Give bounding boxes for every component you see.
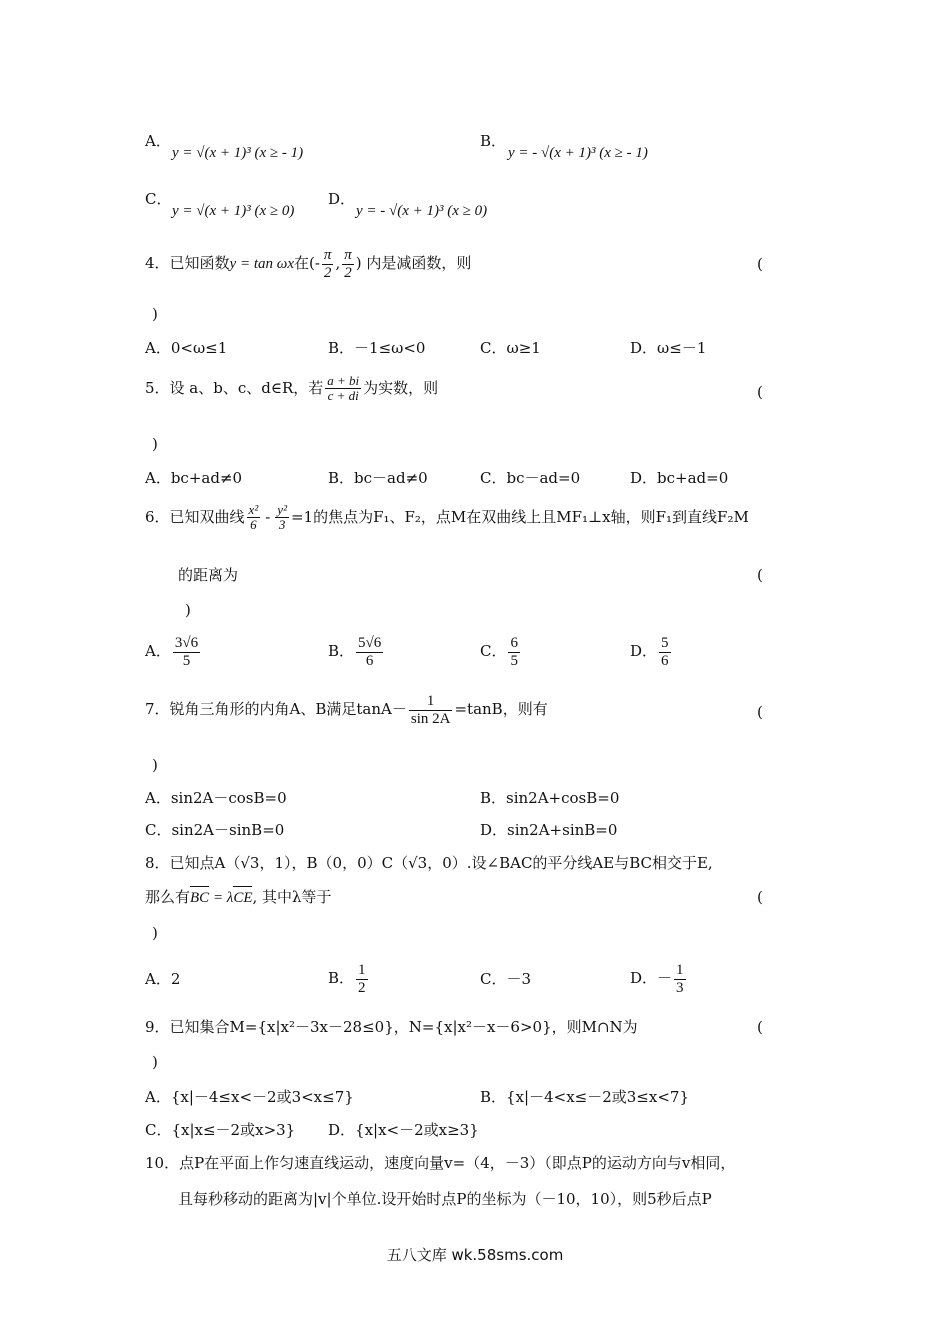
q4-fraction-2-num: π	[344, 247, 352, 263]
q6-option-d-label: D．	[630, 642, 658, 660]
q7-fraction-den: sin 2A	[410, 710, 451, 727]
q7-stem	[145, 693, 548, 727]
q8-option-a: A．2	[145, 970, 181, 988]
q5-paren-open: (	[757, 383, 763, 401]
q4-fraction-2-den: 2	[342, 264, 354, 282]
q7-option-c: C．sin2A－sinB=0	[145, 821, 285, 839]
q4-option-d: D．ω≤－1	[630, 339, 707, 357]
q6-option-b-fraction	[356, 635, 383, 669]
q6-option-a	[145, 635, 202, 669]
q5-fraction-num: a + bi	[327, 373, 360, 388]
q6-line2: 的距离为	[178, 566, 239, 584]
q8-option-d-num: 1	[676, 962, 684, 978]
q6-fraction-1	[247, 503, 261, 533]
q3-option-d-label: D．	[328, 190, 356, 208]
q6-fraction-2	[275, 503, 289, 533]
q8-vector-bc: BC	[190, 890, 210, 906]
q6-option-b	[328, 635, 385, 669]
q10-line2: 且每秒移动的距离为|v|个单位.设开始时点P的坐标为（－10，10），则5秒后点P	[178, 1190, 712, 1208]
q7-option-b: B．sin2A+cosB=0	[480, 789, 620, 807]
q4-fraction-1-num: π	[323, 247, 332, 263]
q7-option-d: D．sin2A+sinB=0	[480, 821, 618, 839]
q8-line2	[145, 888, 332, 907]
q6-option-c-label: C．	[480, 642, 507, 660]
q8-paren-close: )	[152, 924, 158, 942]
q4-suffix: ) 内是减函数，则	[355, 254, 472, 272]
q8-option-d-fraction	[674, 962, 686, 996]
q6-option-d-fraction	[659, 635, 671, 669]
q7-suffix: =tanB，则有	[454, 700, 548, 718]
q6-option-b-den: 6	[356, 652, 383, 670]
q8-line2-suffix: , 其中λ等于	[252, 888, 332, 906]
q6-option-d	[630, 635, 673, 669]
q8-option-b-num: 1	[358, 962, 366, 978]
q6-fraction-1-den: 6	[247, 517, 261, 532]
q7-fraction-num: 1	[426, 693, 435, 709]
footer-watermark: 五八文库 wk.58sms.com	[386, 1246, 564, 1264]
q10-line1: 10．点P在平面上作匀速直线运动，速度向量v=（4，－3）（即点P的运动方向与v相同，	[145, 1154, 736, 1172]
q6-option-c-den: 5	[510, 652, 518, 669]
q8-option-b	[328, 962, 370, 996]
q8-option-d	[630, 962, 688, 996]
q5-option-c: C．bc－ad=0	[480, 469, 581, 487]
q5-stem	[145, 374, 438, 404]
q6-option-a-den: 5	[173, 652, 200, 670]
q6-minus: -	[265, 507, 271, 526]
q7-fraction	[409, 693, 453, 727]
q5-prefix: 5．设 a、b、c、d∈R，若	[145, 378, 324, 397]
q4-function: y = tan ωx	[229, 256, 294, 272]
q8-line2-prefix: 那么有	[145, 888, 191, 906]
q9-option-d: D．{x|x<－2或x≥3}	[328, 1121, 479, 1139]
q5-paren-close: )	[152, 435, 158, 453]
q4-fraction-2	[342, 247, 354, 281]
q5-fraction-den: c + di	[325, 388, 361, 403]
q6-suffix: =1的焦点为F₁、F₂，点M在双曲线上且MF₁⊥x轴，则F₁到直线F₂M	[290, 507, 749, 526]
q5-option-d: D．bc+ad=0	[630, 469, 729, 487]
q6-option-a-label: A．	[145, 642, 171, 660]
q9-option-a: A．{x|－4≤x<－2或3<x≤7}	[145, 1088, 354, 1106]
q5-fraction	[325, 374, 361, 404]
q4-interval-open: 在(-	[294, 254, 320, 272]
q6-option-c	[480, 635, 522, 669]
q9-option-b: B．{x|－4<x≤－2或3≤x<7}	[480, 1088, 689, 1106]
q5-option-b: B．bc－ad≠0	[328, 469, 428, 487]
q4-stem	[145, 247, 471, 281]
q5-suffix: 为实数，则	[363, 378, 439, 397]
q8-option-c: C．－3	[480, 970, 532, 988]
q9-stem: 9．已知集合M={x|x²－3x－28≤0}，N={x|x²－x－6>0}，则M∩N为	[145, 1018, 638, 1036]
q8-paren-open: (	[757, 888, 763, 906]
q4-fraction-1	[322, 247, 334, 281]
q6-option-d-num: 5	[661, 635, 669, 651]
q6-option-b-label: B．	[328, 642, 355, 660]
q6-fraction-2-den: 3	[275, 517, 289, 532]
q8-option-b-fraction	[356, 962, 368, 996]
q6-paren-close: )	[185, 601, 191, 619]
q9-paren-close: )	[152, 1053, 158, 1071]
q9-paren-open: (	[757, 1018, 763, 1036]
q8-option-b-den: 2	[358, 979, 366, 996]
q7-option-a: A．sin2A－cosB=0	[145, 789, 287, 807]
q6-paren-open: (	[757, 566, 763, 584]
q4-option-c: C．ω≥1	[480, 339, 541, 357]
q3-option-a-expr: y = √(x + 1)³ (x ≥ - 1)	[172, 145, 304, 161]
q7-prefix: 7．锐角三角形的内角A、B满足tanA－	[145, 700, 407, 718]
q6-option-a-fraction	[173, 635, 200, 669]
q3-option-b-label: B．	[480, 132, 507, 150]
q3-option-a-label: A．	[145, 132, 171, 150]
q4-fraction-1-den: 2	[322, 264, 334, 282]
q6-stem	[145, 503, 749, 533]
q8-option-d-label: D．－	[630, 969, 673, 987]
q3-option-c-label: C．	[145, 190, 172, 208]
q6-option-c-fraction	[508, 635, 520, 669]
q8-equals-lambda: = λ	[209, 890, 234, 906]
q6-option-d-den: 6	[661, 652, 669, 669]
q3-option-d-expr: y = - √(x + 1)³ (x ≥ 0)	[356, 203, 488, 219]
q6-option-c-num: 6	[510, 635, 518, 651]
q6-prefix: 6．已知双曲线	[145, 507, 245, 526]
q4-prefix: 4．已知函数	[145, 254, 230, 272]
q3-option-c-expr: y = √(x + 1)³ (x ≥ 0)	[172, 203, 295, 219]
q6-option-a-num: 3√6	[174, 635, 199, 651]
q8-vector-ce: CE	[233, 890, 253, 906]
q4-paren-close: )	[152, 305, 158, 323]
q6-option-b-num: 5√6	[358, 635, 382, 651]
q4-paren-open: (	[757, 255, 763, 273]
q9-option-c: C．{x|x≤－2或x>3}	[145, 1121, 296, 1139]
q7-paren-close: )	[152, 756, 158, 774]
q6-fraction-2-num: y²	[277, 502, 287, 517]
q5-option-a: A．bc+ad≠0	[145, 469, 243, 487]
q4-option-a: A．0<ω≤1	[145, 339, 228, 357]
q8-option-b-label: B．	[328, 969, 355, 987]
q8-line1: 8．已知点A（√3，1），B（0，0）C（√3，0）.设∠BAC的平分线AE与BC相交于E,	[145, 854, 713, 872]
q8-option-d-den: 3	[676, 979, 684, 996]
q4-comma: ,	[335, 254, 341, 272]
q6-fraction-1-num: x²	[248, 502, 259, 517]
q7-paren-open: (	[757, 703, 763, 721]
q4-option-b: B．－1≤ω<0	[328, 339, 426, 357]
q3-option-b-expr: y = - √(x + 1)³ (x ≥ - 1)	[508, 145, 648, 161]
